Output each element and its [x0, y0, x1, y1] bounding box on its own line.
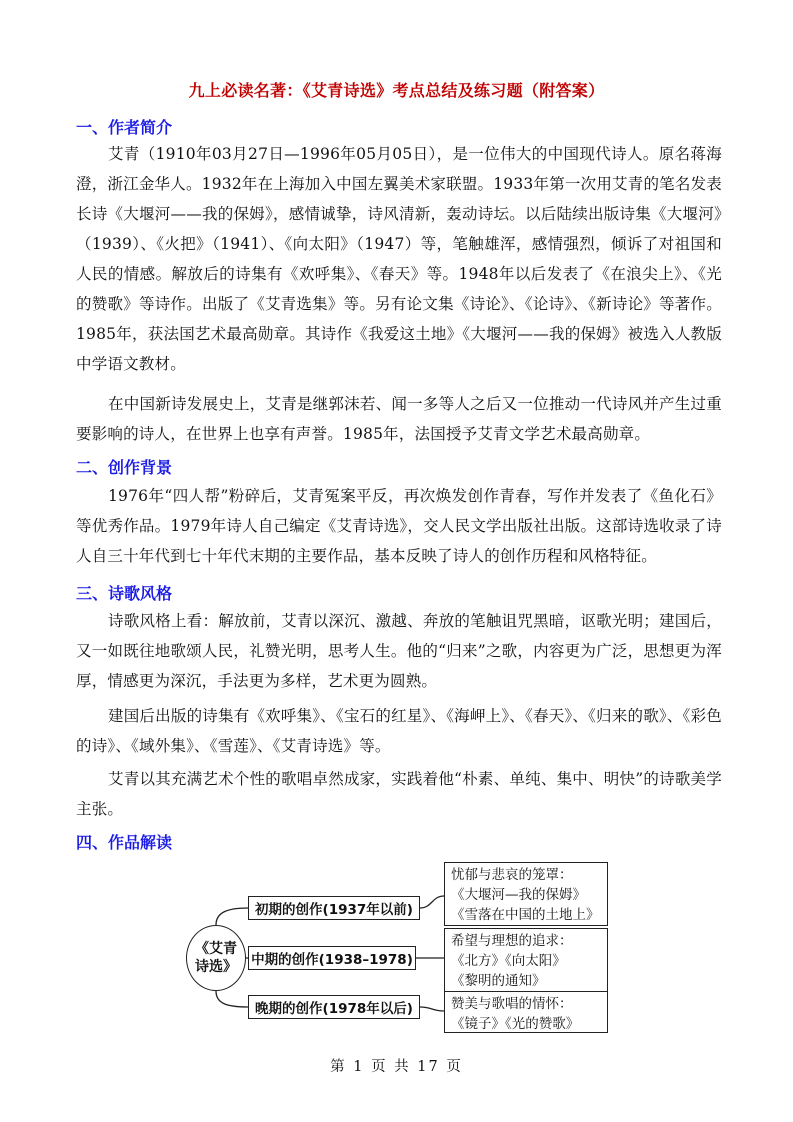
- detail-middle-box: [444, 928, 608, 992]
- paragraph-style-aesthetics: 艾青以其充满艺术个性的歌唱卓然成家，实践着他“朴素、单纯、集中、明快”的诗歌美学主张。: [76, 770, 722, 818]
- detail-middle-work-1: 《北方》《向太阳》: [451, 953, 566, 969]
- section-heading-background: 二、创作背景: [76, 458, 173, 477]
- period-early-label: 初期的创作(1937年以前): [255, 902, 413, 918]
- period-middle-box: [248, 946, 416, 970]
- center-line-2: 诗选》: [195, 959, 237, 975]
- center-line-1: 《艾青: [195, 941, 237, 957]
- detail-middle-theme: 希望与理想的追求：: [451, 933, 573, 949]
- detail-early-work-1: 《大堰河—我的保姆》: [451, 887, 586, 903]
- detail-late-box: [444, 991, 608, 1033]
- detail-early-theme: 忧郁与悲哀的笼罩：: [451, 867, 573, 883]
- mindmap-center-node: [186, 925, 246, 991]
- paragraph-author-bio: 艾青（1910年03月27日—1996年05月05日），是一位伟大的中国现代诗人。原名蒋海澄，浙江金华人。1932年在上海加入中国左翼美术家联盟。1933年第一次用艾青的笔名发表长诗《大堰河——我的保姆》，感情诚挚，诗风清新，轰动诗坛。以后陆续出版诗集《大堰河》（1939）、《火把》（1941）、《向太阳》（1947）等，笔触雄浑，感情强烈，倾诉了对祖国和人民的情感。解放后的诗集有《欢呼集》、《春天》等。1948年以后发表了《在浪尖上》、《光的赞歌》等诗作。出版了《艾青选集》等。另有论文集《诗论》、《论诗》、《新诗论》等著作。1985年，获法国艺术最高勋章。其诗作《我爱这土地》《大堰河——我的保姆》被选入人教版中学语文教材。: [76, 145, 722, 373]
- period-middle-label: 中期的创作(1938–1978): [251, 952, 413, 968]
- detail-early-box: [444, 862, 608, 926]
- paragraph-author-influence: 在中国新诗发展史上，艾青是继郭沫若、闻一多等人之后又一位推动一代诗风并产生过重要影响的诗人，在世界上也享有声誉。1985年，法国授予艾青文学艺术最高勋章。: [76, 395, 722, 443]
- period-late-box: [248, 995, 420, 1019]
- paragraph-style-collections: 建国后出版的诗集有《欢呼集》、《宝石的红星》、《海岬上》、《春天》、《归来的歌》、《彩色的诗》、《域外集》、《雪莲》、《艾青诗选》等。: [76, 707, 722, 755]
- detail-late-theme: 赞美与歌唱的情怀：: [451, 996, 573, 1012]
- section-heading-author: 一、作者简介: [76, 118, 173, 137]
- period-early-box: [248, 896, 420, 920]
- detail-middle-work-2: 《黎明的通知》: [451, 973, 546, 989]
- section-heading-style: 三、诗歌风格: [76, 584, 173, 603]
- period-late-label: 晚期的创作(1978年以后): [255, 1001, 413, 1017]
- section-heading-interpretation: 四、作品解读: [76, 833, 173, 852]
- page-title: 九上必读名著：《艾青诗选》考点总结及练习题（附答案）: [188, 81, 605, 100]
- detail-late-works: 《镜子》《光的赞歌》: [451, 1016, 580, 1032]
- page-footer: 第 1 页 共 17 页: [330, 1059, 463, 1075]
- paragraph-style-overview: 诗歌风格上看：解放前，艾青以深沉、激越、奔放的笔触诅咒黑暗，讴歌光明；建国后，又一如既往地歌颂人民，礼赞光明，思考人生。他的“归来”之歌，内容更为广泛，思想更为浑厚，情感更为深沉，手法更为多样，艺术更为圆熟。: [76, 612, 722, 690]
- paragraph-background: 1976年“四人帮”粉碎后，艾青冤案平反，再次焕发创作青春，写作并发表了《鱼化石》等优秀作品。1979年诗人自己编定《艾青诗选》，交人民文学出版社出版。这部诗选收录了诗人自三十年代到七十年代末期的主要作品，基本反映了诗人的创作历程和风格特征。: [76, 487, 722, 565]
- detail-early-work-2: 《雪落在中国的土地上》: [451, 907, 600, 923]
